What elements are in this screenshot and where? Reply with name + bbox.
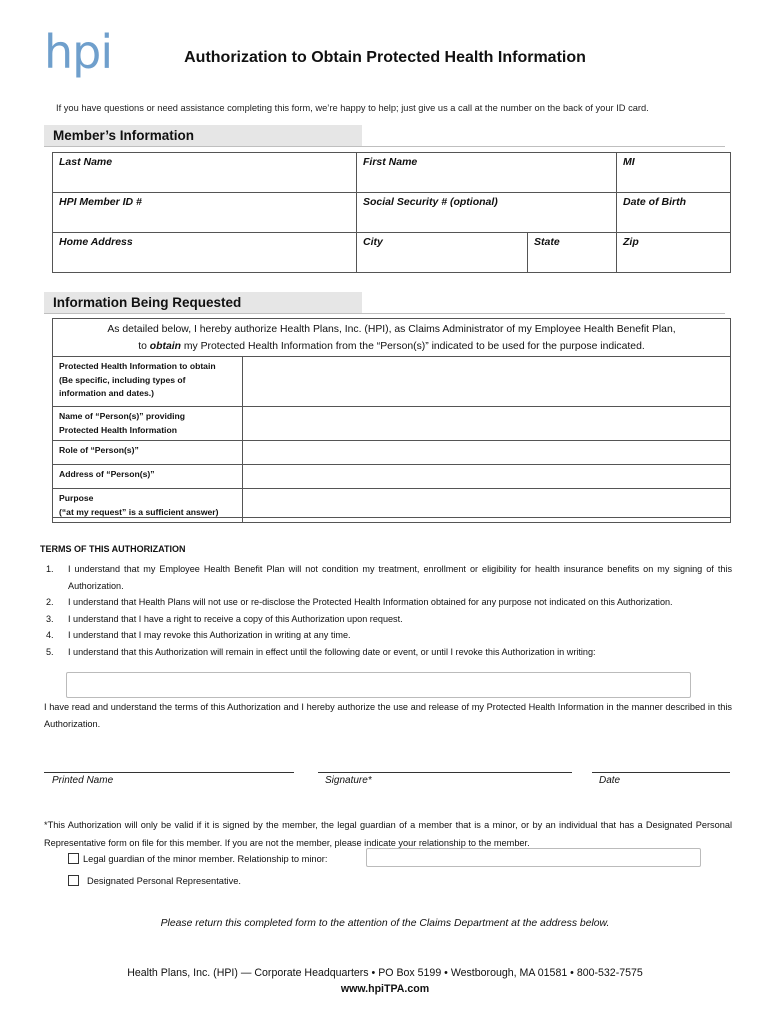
acknowledgement-text: I have read and understand the terms of this Authorization and I hereby authorize the use and release of my Protected Health Information in the manner described in this Authorization. <box>44 702 732 729</box>
person-address-input[interactable] <box>243 465 731 489</box>
city-label: City <box>363 236 383 248</box>
relationship-input[interactable] <box>366 848 701 867</box>
page-title: Authorization to Obtain Protected Health Information <box>184 49 586 66</box>
zip-label: Zip <box>623 236 639 248</box>
city-field[interactable] <box>357 233 528 273</box>
person-name-label-line: Name of “Person(s)” providing <box>59 411 186 421</box>
state-label: State <box>534 236 560 248</box>
request-intro-line2 <box>52 338 731 355</box>
terms-item-text: I understand that this Authorization will remain in effect until the following date or event, or until I revoke this Authorization in writing: <box>68 646 596 657</box>
purpose-input[interactable] <box>243 489 731 523</box>
request-table <box>52 356 731 523</box>
expiration-event-input[interactable] <box>66 672 691 698</box>
terms-item <box>40 611 732 628</box>
phi-label-line: (Be specific, including types of <box>59 374 186 385</box>
footer-url[interactable]: www.hpiTPA.com <box>340 983 430 995</box>
terms-item <box>40 561 732 594</box>
representative-checkbox[interactable] <box>68 875 79 886</box>
representative-label: Designated Personal Representative. <box>87 876 242 886</box>
terms-item-text: I understand that Health Plans will not use or re-disclose the Protected Health Information obtained for any purpose not indicated on this Authorization. <box>68 597 673 607</box>
terms-item <box>40 627 732 644</box>
person-role-label-line: Role of “Person(s)” <box>59 445 139 455</box>
intro-text: If you have questions or need assistance completing this form, we’re happy to help; just give us a call at the number on the back of your ID card. <box>56 103 649 113</box>
person-address-label <box>53 465 243 489</box>
home-address-label: Home Address <box>59 236 133 248</box>
person-name-label <box>53 407 243 441</box>
person-address-label-line: Address of “Person(s)” <box>59 469 155 479</box>
date-label: Date <box>599 775 621 786</box>
purpose-label <box>53 489 243 523</box>
intro-post: my Protected Health Information from the “Person(s)” indicated to be used for the purpose indicated. <box>180 341 645 352</box>
state-field[interactable] <box>528 233 617 273</box>
member-section-heading: Member’s Information <box>44 125 362 146</box>
person-name-input[interactable] <box>243 407 731 441</box>
validity-note: *This Authorization will only be valid if it is signed by the member, the legal guardian of a member that is a minor, or by an individual that has a Designated Personal Representative form on file for this member. If you are not the member, please indicate your relationship to the member. <box>44 820 732 848</box>
person-role-label <box>53 441 243 465</box>
phi-label-line: Protected Health Information to obtain <box>59 361 216 371</box>
terms-item-text: I understand that I have a right to receive a copy of this Authorization upon request. <box>68 613 403 624</box>
request-section-heading: Information Being Requested <box>44 292 362 313</box>
terms-item-number: 3. <box>46 613 54 624</box>
phi-input[interactable] <box>243 357 731 407</box>
intro-obtain: obtain <box>149 341 181 352</box>
terms-item-number: 5. <box>46 646 54 657</box>
phi-label-line: information and dates.) <box>59 388 155 398</box>
person-role-input[interactable] <box>243 441 731 465</box>
guardian-checkbox[interactable] <box>68 853 79 864</box>
guardian-label: Legal guardian of the minor member. Relationship to minor: <box>83 854 328 864</box>
terms-heading: TERMS OF THIS AUTHORIZATION <box>40 544 186 554</box>
footer-address: Health Plans, Inc. (HPI) — Corporate Headquarters • PO Box 5199 • Westborough, MA 01581 • 800-532-7575 <box>127 967 643 979</box>
terms-item-number: 2. <box>46 597 54 607</box>
mi-field[interactable] <box>617 153 731 193</box>
date-line[interactable] <box>592 772 730 773</box>
terms-item-text: I understand that I may revoke this Authorization in writing at any time. <box>68 630 351 640</box>
printed-name-label: Printed Name <box>52 775 114 786</box>
terms-item-number: 4. <box>46 630 54 640</box>
terms-item-text: I understand that my Employee Health Benefit Plan will not condition my treatment, enrollment or eligibility for health insurance benefits on my signing of this Authorization. <box>68 564 732 591</box>
hpi-logo: hpi <box>44 25 113 79</box>
first-name-field[interactable] <box>357 153 617 193</box>
request-intro-line1: As detailed below, I hereby authorize Health Plans, Inc. (HPI), as Claims Administrator of my Employee Health Benefit Plan, <box>107 324 676 335</box>
last-name-label: Last Name <box>59 156 113 168</box>
purpose-label-line: Purpose <box>59 493 94 503</box>
person-name-label-line: Protected Health Information <box>59 424 177 435</box>
intro-pre: to <box>138 341 150 352</box>
section-divider <box>44 146 725 147</box>
member-info-table <box>52 152 731 273</box>
signature-label: Signature* <box>325 775 372 786</box>
signature-line[interactable] <box>318 772 572 773</box>
dob-label: Date of Birth <box>623 196 686 208</box>
purpose-label-line: (“at my request” is a sufficient answer) <box>59 506 219 517</box>
last-name-field[interactable] <box>53 153 357 193</box>
printed-name-line[interactable] <box>44 772 294 773</box>
dob-field[interactable] <box>617 193 731 233</box>
mi-label: MI <box>623 156 635 168</box>
section-divider <box>44 313 725 314</box>
terms-item <box>40 594 732 611</box>
first-name-label: First Name <box>363 156 418 168</box>
ssn-label: Social Security # (optional) <box>363 196 498 208</box>
member-id-field[interactable] <box>53 193 357 233</box>
terms-list <box>40 561 732 660</box>
home-address-field[interactable] <box>53 233 357 273</box>
terms-item <box>40 644 732 661</box>
request-intro <box>52 321 731 355</box>
return-note: Please return this completed form to the attention of the Claims Department at the address below. <box>160 918 610 929</box>
zip-field[interactable] <box>617 233 731 273</box>
ssn-field[interactable] <box>357 193 617 233</box>
phi-label <box>53 357 243 407</box>
member-id-label: HPI Member ID # <box>59 196 142 208</box>
terms-item-number: 1. <box>46 564 54 574</box>
